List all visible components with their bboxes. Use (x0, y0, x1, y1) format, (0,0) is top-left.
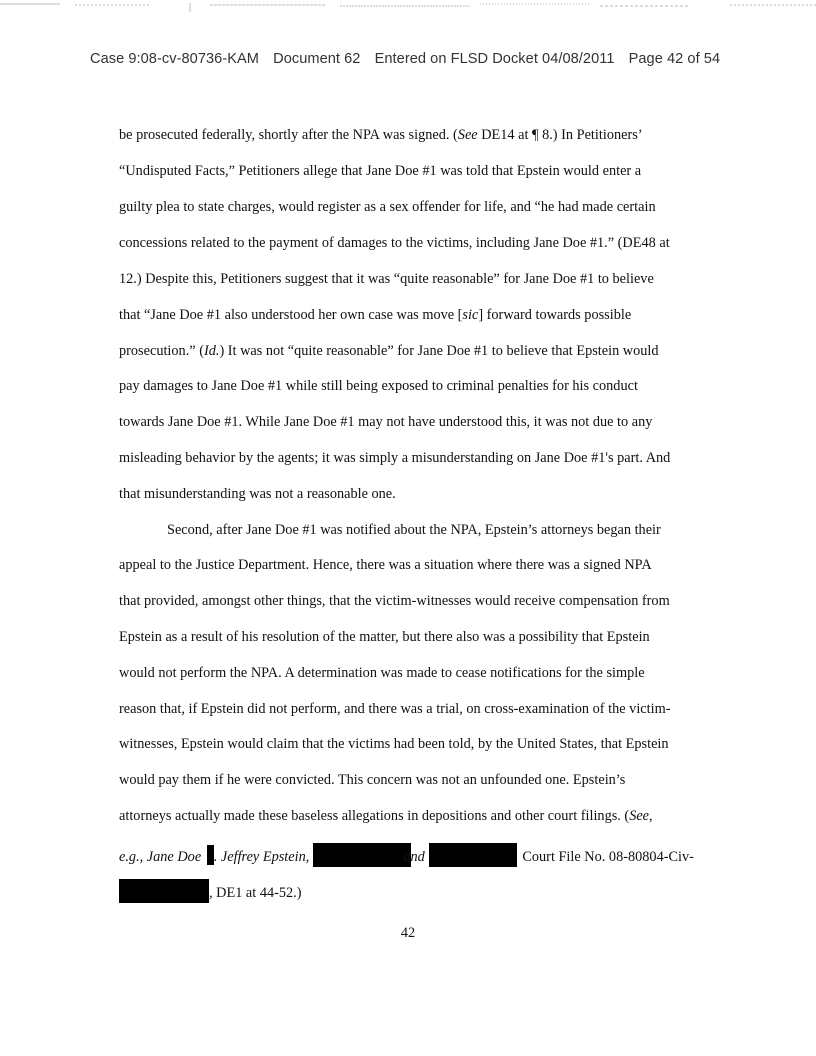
body-line: would not perform the NPA. A determination was made to cease notifications for the simple (119, 665, 645, 681)
header-entered-date: Entered on FLSD Docket 04/08/2011 (374, 51, 615, 67)
body-line-indented: Second, after Jane Doe #1 was notified about the NPA, Epstein’s attorneys began their (167, 522, 661, 538)
docket-header (90, 51, 750, 67)
citation-line (119, 843, 694, 867)
body-line: witnesses, Epstein would claim that the victims had been told, by the United States, that Epstein (119, 736, 669, 752)
body-line: misleading behavior by the agents; it was simply a misunderstanding on Jane Doe #1's part. And (119, 450, 671, 466)
body-line: 12.) Despite this, Petitioners suggest that it was “quite reasonable” for Jane Doe #1 to believe (119, 271, 654, 287)
body-line: towards Jane Doe #1. While Jane Doe #1 may not have understood this, it was not due to any (119, 414, 653, 430)
page-number: 42 (400, 925, 416, 941)
citation-line-2 (119, 879, 302, 903)
body-line: be prosecuted federally, shortly after the NPA was signed. (See DE14 at ¶ 8.) In Petitioners’ (119, 127, 643, 143)
body-line: reason that, if Epstein did not perform, and there was a trial, on cross-examination of the victim- (119, 701, 671, 717)
body-line: prosecution.” (Id.) It was not “quite reasonable” for Jane Doe #1 to believe that Epstein would (119, 343, 659, 359)
redaction-block (313, 843, 411, 867)
body-line: pay damages to Jane Doe #1 while still being exposed to criminal penalties for his conduct (119, 378, 638, 394)
body-line: guilty plea to state charges, would register as a sex offender for life, and “he had made certain (119, 199, 656, 215)
citation-de1: , DE1 at 44-52.) (209, 885, 302, 901)
body-line: that “Jane Doe #1 also understood her own case was move [sic] forward towards possible (119, 307, 632, 323)
redaction-block (207, 845, 214, 865)
body-line: that provided, amongst other things, that the victim-witnesses would receive compensation from (119, 593, 670, 609)
body-line: concessions related to the payment of damages to the victims, including Jane Doe #1.” (DE48 at (119, 235, 670, 251)
redaction-block (429, 843, 517, 867)
citation-jeffrey-epstein: . Jeffrey Epstein, (213, 849, 310, 865)
header-page-count: Page 42 of 54 (628, 51, 721, 67)
header-document-number: Document 62 (273, 51, 361, 67)
body-line: that misunderstanding was not a reasonable one. (119, 486, 396, 502)
citation-court-file: Court File No. 08-80804-Civ- (522, 849, 694, 865)
body-line: attorneys actually made these baseless allegations in depositions and other court filings. (See, (119, 808, 653, 824)
body-line: “Undisputed Facts,” Petitioners allege that Jane Doe #1 was told that Epstein would enter a (119, 163, 642, 179)
citation-jane-doe: e.g., Jane Doe (119, 849, 202, 865)
redaction-block (119, 879, 209, 903)
body-line: would pay them if he were convicted. This concern was not an unfounded one. Epstein’s (119, 772, 626, 788)
header-case-number: Case 9:08-cv-80736-KAM (90, 51, 260, 67)
body-line: appeal to the Justice Department. Hence, there was a situation where there was a signed NPA (119, 557, 652, 573)
body-line: Epstein as a result of his resolution of the matter, but there also was a possibility that Epstein (119, 629, 650, 645)
citation-and: and (403, 849, 425, 865)
scan-artifact-top (0, 0, 816, 16)
